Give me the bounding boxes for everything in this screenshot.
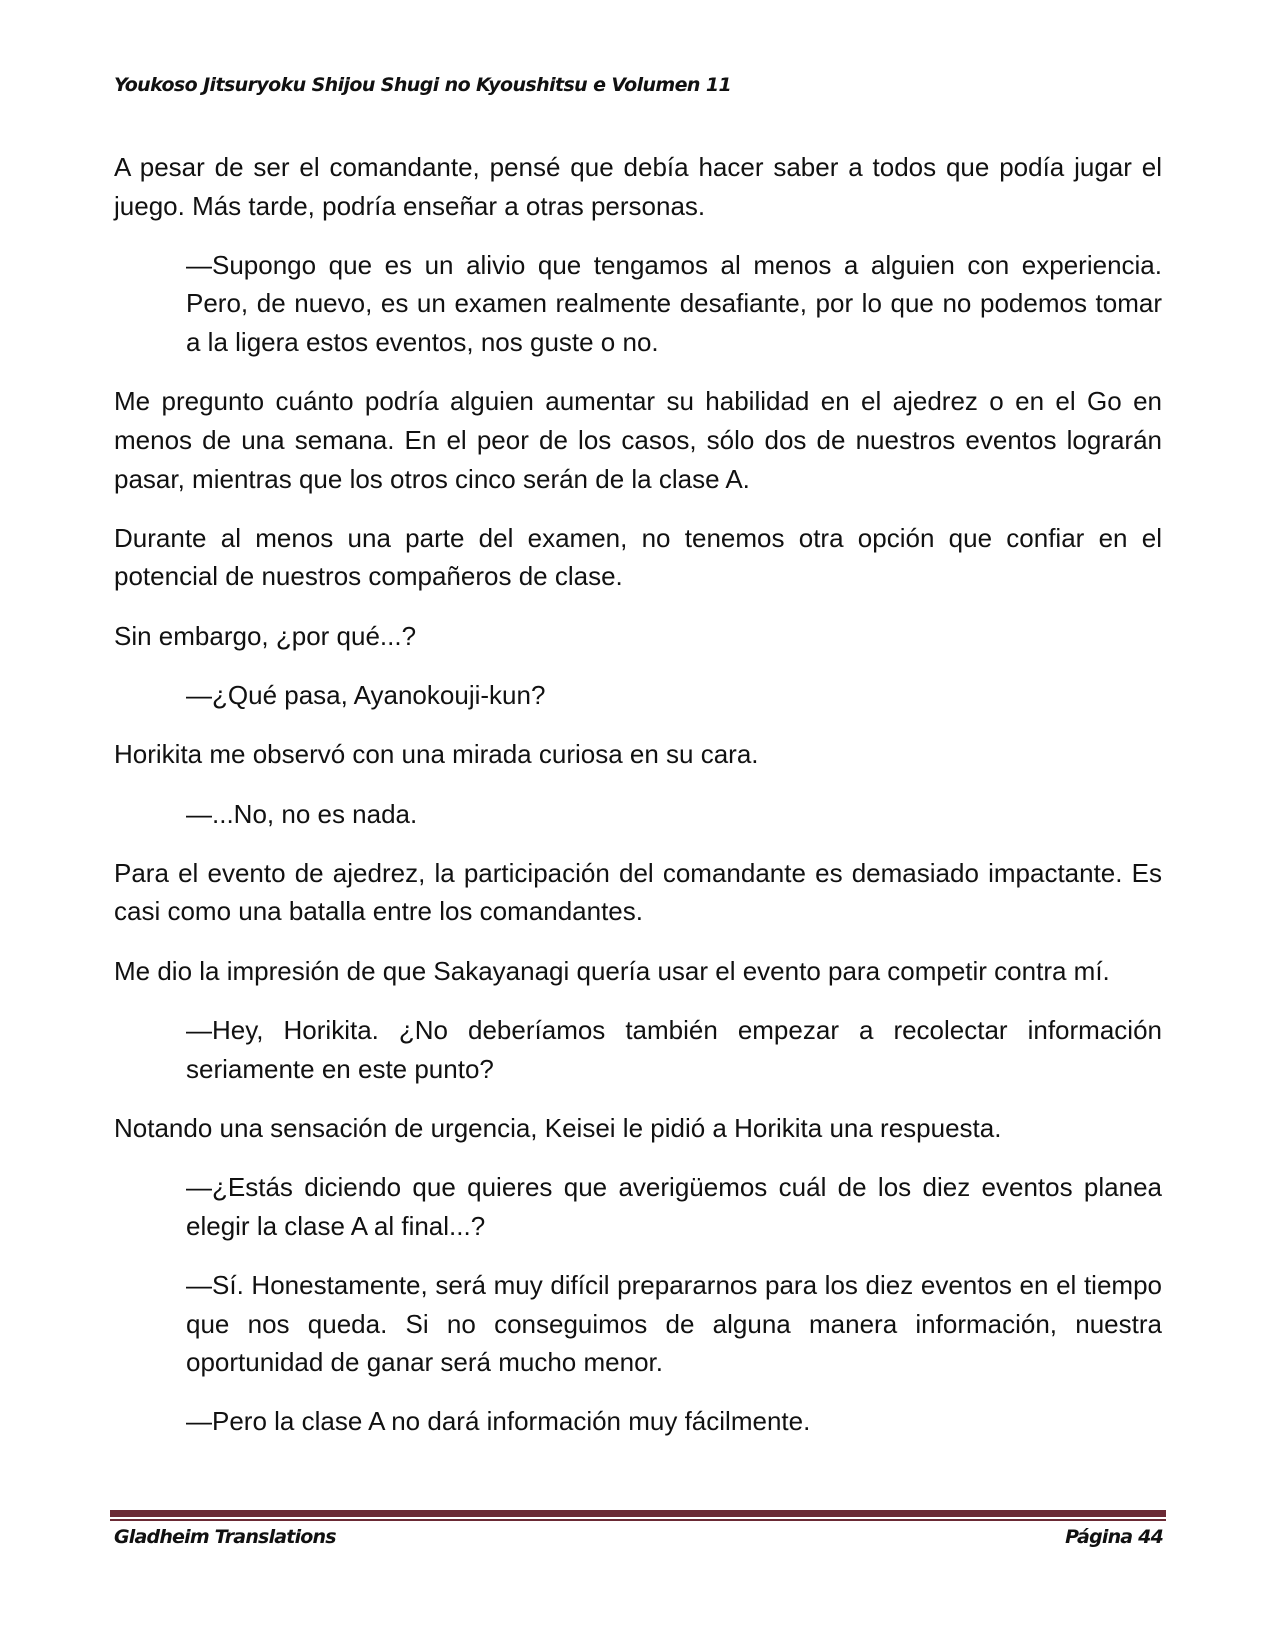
paragraph: Horikita me observó con una mirada curiosa en su cara.	[114, 739, 759, 770]
paragraph: Me pregunto cuánto podría alguien aumentar su habilidad en el ajedrez o en el Go en menos de una semana. En el peor de los casos, sólo dos de nuestros eventos lograrán pasar, mientras que los otros cinco serán de la clase A.	[114, 386, 1162, 494]
paragraph: Sin embargo, ¿por qué...?	[114, 620, 417, 651]
paragraph: Me dio la impresión de que Sakayanagi quería usar el evento para competir contra mí.	[114, 955, 1110, 986]
dialogue-paragraph: —Pero la clase A no dará información muy fácilmente.	[186, 1406, 811, 1437]
page-number: Página 44	[1065, 1526, 1163, 1548]
footer-rule	[110, 1510, 1166, 1517]
dialogue-paragraph: —...No, no es nada.	[186, 798, 418, 829]
dialogue-paragraph: —Sí. Honestamente, será muy difícil prepararnos para los diez eventos en el tiempo que nos queda. Si no conseguimos de alguna manera información, nuestra oportunidad de ganar será mucho menor.	[186, 1270, 1162, 1378]
paragraph: Para el evento de ajedrez, la participación del comandante es demasiado impactante. Es casi como una batalla entre los comandantes.	[114, 857, 1162, 927]
paragraph: Notando una sensación de urgencia, Keisei le pidió a Horikita una respuesta.	[114, 1112, 1002, 1143]
paragraph: Durante al menos una parte del examen, no tenemos otra opción que confiar en el potencial de nuestros compañeros de clase.	[114, 522, 1162, 592]
dialogue-paragraph: —¿Qué pasa, Ayanokouji-kun?	[186, 679, 546, 710]
paragraph: A pesar de ser el comandante, pensé que debía hacer saber a todos que podía jugar el juego. Más tarde, podría enseñar a otras personas.	[114, 152, 1162, 221]
footer-rule-thin	[110, 1519, 1166, 1521]
page-body	[114, 148, 1162, 1462]
dialogue-paragraph: —Hey, Horikita. ¿No deberíamos también empezar a recolectar información seriamente en este punto?	[186, 1014, 1162, 1084]
dialogue-paragraph: —Supongo que es un alivio que tengamos al menos a alguien con experiencia. Pero, de nuevo, es un examen realmente desafiante, por lo que no podemos tomar a la ligera estos eventos, nos guste o no.	[186, 249, 1162, 358]
dialogue-paragraph: —¿Estás diciendo que quieres que averigüemos cuál de los diez eventos planea elegir la clase A al final...?	[186, 1172, 1162, 1241]
footer-credit: Gladheim Translations	[114, 1526, 336, 1548]
running-header: Youkoso Jitsuryoku Shijou Shugi no Kyoushitsu e Volumen 11	[114, 74, 732, 96]
